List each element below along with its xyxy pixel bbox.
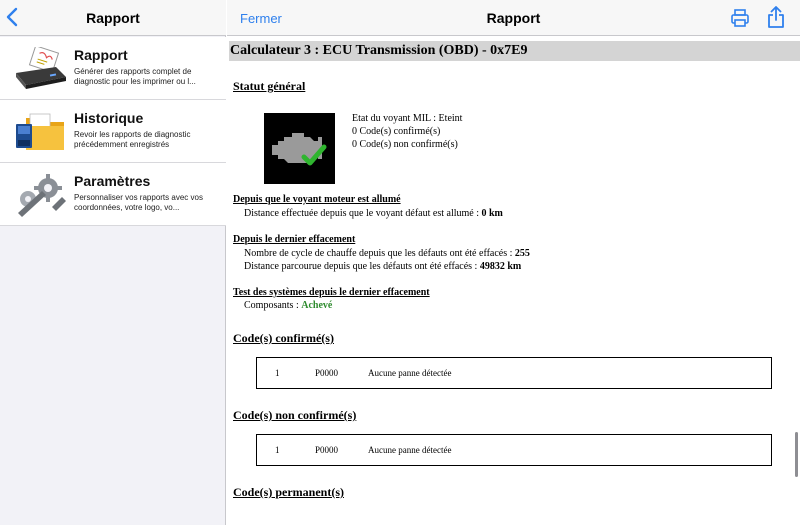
components-line <box>244 300 332 311</box>
engine-check-image <box>264 113 335 184</box>
pending-codes-heading: Code(s) non confirmé(s) <box>233 408 357 422</box>
permanent-codes-heading: Code(s) permanent(s) <box>233 485 344 499</box>
confirmed-count-line: 0 Code(s) confirmé(s) <box>352 126 441 137</box>
mil-distance-line <box>244 208 503 219</box>
since-clear-heading: Depuis le dernier effacement <box>233 234 356 245</box>
sidebar <box>0 0 226 525</box>
sidebar-item-description: Personnaliser vos rapports avec vos coordonnées, votre logo, vo... <box>74 193 203 212</box>
page-title: Rapport <box>486 10 541 26</box>
since-mil-heading: Depuis que le voyant moteur est allumé <box>233 194 401 205</box>
code-description: Aucune panne détectée <box>368 445 452 455</box>
confirmed-codes-heading: Code(s) confirmé(s) <box>233 331 334 345</box>
settings-tools-icon <box>12 173 68 217</box>
sidebar-item-description: Revoir les rapports de diagnostic précédemment enregistrés <box>74 130 191 149</box>
sidebar-item-description: Générer des rapports complet de diagnostic pour les imprimer ou l... <box>74 67 196 86</box>
sidebar-item-label: Rapport <box>74 47 128 63</box>
printer-icon[interactable] <box>730 8 750 28</box>
ecu-title: Calculateur 3 : ECU Transmission (OBD) - 0x7E9 <box>230 43 528 58</box>
main-nav-bar <box>227 0 800 36</box>
mil-distance-value: 0 km <box>481 208 503 219</box>
share-icon[interactable] <box>767 6 785 28</box>
warmup-cycles-value: 255 <box>514 248 530 259</box>
warmup-cycles-label: Nombre de cycle de chauffe depuis que les défauts ont été effacés : <box>244 248 513 259</box>
pending-count-line: 0 Code(s) non confirmé(s) <box>352 139 458 150</box>
components-label: Composants : <box>244 300 299 311</box>
sidebar-nav-bar <box>0 0 226 36</box>
sidebar-title: Rapport <box>86 10 140 26</box>
code-value: P0000 <box>315 445 339 455</box>
sidebar-item-parametres[interactable] <box>0 163 226 226</box>
general-status-heading: Statut général <box>233 79 306 93</box>
mil-distance-label: Distance effectuée depuis que le voyant défaut est allumé : <box>244 208 479 219</box>
code-description: Aucune panne détectée <box>368 368 452 378</box>
sidebar-menu <box>0 37 226 226</box>
warmup-cycles-line <box>244 248 530 259</box>
close-button[interactable]: Fermer <box>240 11 282 26</box>
code-index: 1 <box>275 445 280 455</box>
report-scrollbar[interactable] <box>795 432 798 477</box>
clear-distance-label: Distance parcourue depuis que les défauts ont été effacés : <box>244 261 478 272</box>
sidebar-item-label: Paramètres <box>74 173 151 189</box>
code-index: 1 <box>275 368 280 378</box>
sidebar-item-historique[interactable] <box>0 100 226 163</box>
clear-distance-value: 49832 km <box>479 261 522 272</box>
systems-test-heading: Test des systèmes depuis le dernier effacement <box>233 287 430 298</box>
sidebar-item-rapport[interactable] <box>0 37 226 100</box>
sidebar-item-label: Historique <box>74 110 144 126</box>
engine-check-icon <box>264 113 335 184</box>
pending-codes-table <box>256 434 772 466</box>
confirmed-codes-table <box>256 357 772 389</box>
clear-distance-line <box>244 261 521 272</box>
code-value: P0000 <box>315 368 339 378</box>
report-document[interactable] <box>227 37 800 525</box>
components-status: Achevé <box>301 300 333 311</box>
report-printer-icon <box>12 47 68 91</box>
folder-history-icon <box>12 110 68 154</box>
mil-status-line: Etat du voyant MIL : Eteint <box>352 113 463 124</box>
